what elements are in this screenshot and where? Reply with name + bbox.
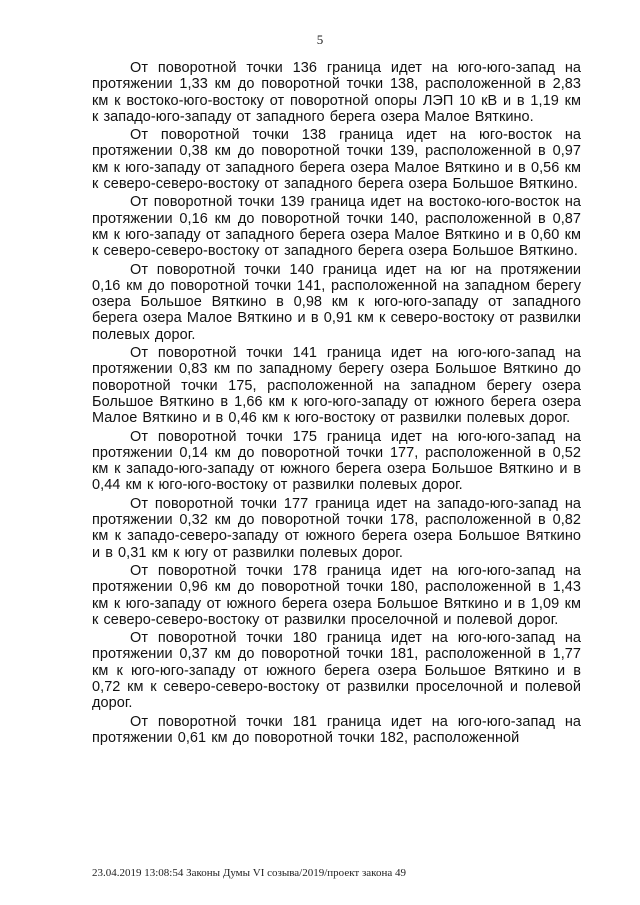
boundary-paragraph-141: От поворотной точки 141 граница идет на юго-юго-запад на протяжении 0,83 км по западному берегу озера Большое Вяткино до поворотной точки 175, расположенной на западном берегу озера Большое Вяткино в 1,66 км к юго-юго-западу от южного берега озера Малое Вяткино и в 0,46 км к юго-востоку от развилки полевых дорог. — [92, 345, 581, 427]
boundary-paragraph-175: От поворотной точки 175 граница идет на юго-юго-запад на протяжении 0,14 км до поворотной точки 177, расположенной в 0,52 км к западо-юго-западу от южного берега озера Большое Вяткино и в 0,44 км к юго-юго-востоку от развилки полевых дорог. — [92, 428, 581, 494]
boundary-paragraph-138: От поворотной точки 138 граница идет на юго-восток на протяжении 0,38 км до поворотной точки 139, расположенной в 0,97 км к юго-западу от западного берега озера Малое Вяткино и в 0,56 км к северо-северо-востоку от западного берега озера Большое Вяткино. — [92, 127, 581, 193]
boundary-paragraph-180: От поворотной точки 180 граница идет на юго-юго-запад на протяжении 0,37 км до поворотной точки 181, расположенной в 1,77 км к юго-юго-западу от южного берега озера Большое Вяткино и в 0,72 км к северо-северо-востоку от развилки проселочной и полевой дорог. — [92, 630, 581, 712]
boundary-paragraph-136: От поворотной точки 136 граница идет на юго-юго-запад на протяжении 1,33 км до поворотной точки 138, расположенной в 2,83 км к востоко-юго-востоку от поворотной опоры ЛЭП 10 кВ и в 1,19 км к западо-юго-западу от западного берега озера Малое Вяткино. — [92, 60, 581, 125]
document-body — [92, 60, 581, 748]
page-number: 5 — [316, 32, 324, 47]
boundary-paragraph-178: От поворотной точки 178 граница идет на юго-юго-запад на протяжении 0,96 км до поворотной точки 180, расположенной в 1,43 км к юго-западу от южного берега озера Большое Вяткино и в 1,09 км к северо-северо-востоку от развилки проселочной и полевой дорог. — [92, 562, 581, 628]
boundary-paragraph-139: От поворотной точки 139 граница идет на востоко-юго-восток на протяжении 0,16 км до поворотной точки 140, расположенной в 0,87 км к юго-западу от западного берега озера Малое Вяткино и в 0,60 км к северо-северо-востоку от западного берега озера Большое Вяткино. — [92, 194, 581, 260]
boundary-paragraph-177: От поворотной точки 177 граница идет на западо-юго-запад на протяжении 0,32 км до поворотной точки 178, расположенной в 0,82 км к западо-северо-западу от южного берега озера Большое Вяткино и в 0,31 км к югу от развилки полевых дорог. — [92, 495, 581, 561]
document-footer: 23.04.2019 13:08:54 Законы Думы VI созыва/2019/проект закона 49 — [92, 867, 406, 879]
boundary-paragraph-181: От поворотной точки 181 граница идет на юго-юго-запад на протяжении 0,61 км до поворотной точки 182, расположенной — [92, 713, 581, 746]
boundary-paragraph-140: От поворотной точки 140 граница идет на юг на протяжении 0,16 км до поворотной точки 141, расположенной на западном берегу озера Большое Вяткино в 0,98 км к юго-юго-западу от западного берега озера Малое Вяткино и в 0,91 км к северо-востоку от развилки полевых дорог. — [92, 261, 581, 343]
